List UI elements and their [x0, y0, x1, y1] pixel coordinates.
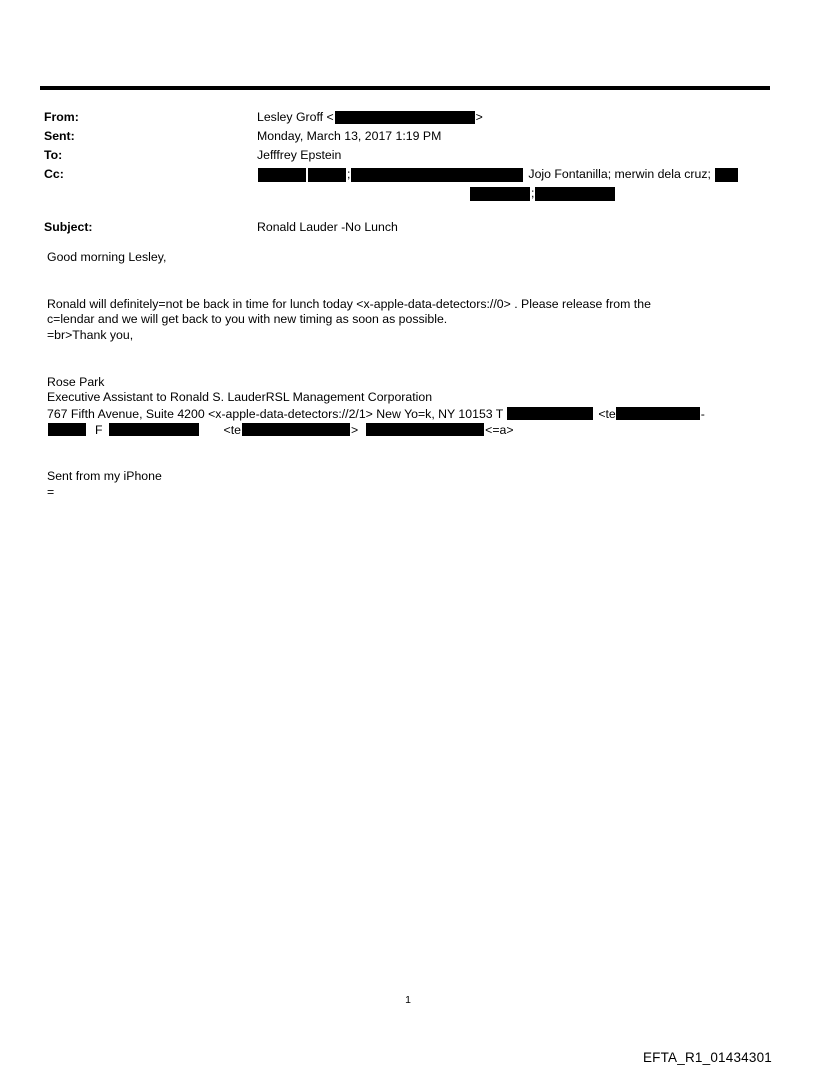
header-row-from — [44, 108, 770, 127]
cc-value — [257, 165, 770, 203]
spacer — [47, 359, 769, 375]
email-header — [44, 108, 770, 237]
spacer — [47, 281, 769, 297]
from-text: Lesley Groff < — [257, 110, 334, 124]
subject-value: Ronald Lauder -No Lunch — [257, 220, 398, 234]
body-paragraph-line3: =br>Thank you, — [47, 327, 134, 342]
sent-value: Monday, March 13, 2017 1:19 PM — [257, 129, 442, 143]
bates-number: EFTA_R1_01434301 — [642, 1050, 772, 1065]
signature-address-line2 — [47, 422, 769, 438]
address-tel-prefix-2: <te — [223, 422, 241, 437]
subject-label: Subject: — [44, 220, 93, 234]
address-f-label: F — [95, 422, 103, 437]
trailing-equals: = — [47, 484, 55, 499]
signature-name: Rose Park — [47, 374, 105, 389]
email-body — [47, 250, 769, 500]
redaction-bar — [366, 423, 484, 436]
signature-title: Executive Assistant to Ronald S. LauderRSL Management Corporation — [47, 390, 433, 405]
from-text-end: > — [475, 110, 483, 124]
address-dash: - — [700, 406, 705, 421]
cc-separator-2: ; — [531, 186, 535, 200]
header-row-to — [44, 146, 770, 165]
body-paragraph-line1: Ronald will definitely=not be back in time for lunch today <x-apple-data-detectors://0> . Please release from the — [47, 296, 651, 311]
redaction-bar — [470, 187, 530, 201]
redaction-bar — [715, 168, 738, 182]
redaction-bar — [242, 423, 350, 436]
redaction-bar — [335, 111, 475, 124]
page-number: 1 — [405, 994, 411, 1006]
redaction-bar — [109, 423, 199, 436]
from-value — [257, 108, 770, 127]
redaction-bar — [507, 407, 593, 420]
header-rule — [40, 86, 770, 90]
spacer — [47, 344, 769, 360]
spacer — [47, 266, 769, 282]
address-anchor-end: <=a> — [485, 422, 514, 437]
redaction-bar — [351, 168, 523, 182]
sent-from-line: Sent from my iPhone — [47, 469, 162, 484]
spacer — [47, 454, 769, 470]
redaction-bar — [535, 187, 615, 201]
redaction-bar — [616, 407, 700, 420]
redaction-bar — [258, 168, 306, 182]
body-greeting: Good morning Lesley, — [47, 250, 167, 264]
cc-separator-1: ; — [347, 167, 351, 181]
cc-names: Jojo Fontanilla; merwin dela cruz; — [528, 167, 711, 181]
header-row-sent — [44, 127, 770, 146]
cc-label: Cc: — [44, 167, 64, 181]
header-row-cc — [44, 165, 770, 203]
address-tel-prefix-1: <te — [598, 406, 616, 421]
spacer — [47, 438, 769, 454]
body-paragraph-line2: c=lendar and we will get back to you with new timing as soon as possible. — [47, 312, 448, 327]
to-value: Jefffrey Epstein — [257, 148, 342, 162]
address-gt: > — [350, 422, 359, 437]
from-label: From: — [44, 110, 79, 124]
address-text: 767 Fifth Avenue, Suite 4200 <x-apple-data-detectors://2/1> New Yo=k, NY 10153 T — [47, 406, 504, 421]
signature-address-line1 — [47, 406, 769, 422]
to-label: To: — [44, 148, 63, 162]
redaction-bar — [308, 168, 346, 182]
redaction-bar — [48, 423, 86, 436]
sent-label: Sent: — [44, 129, 75, 143]
header-row-subject — [44, 218, 770, 237]
